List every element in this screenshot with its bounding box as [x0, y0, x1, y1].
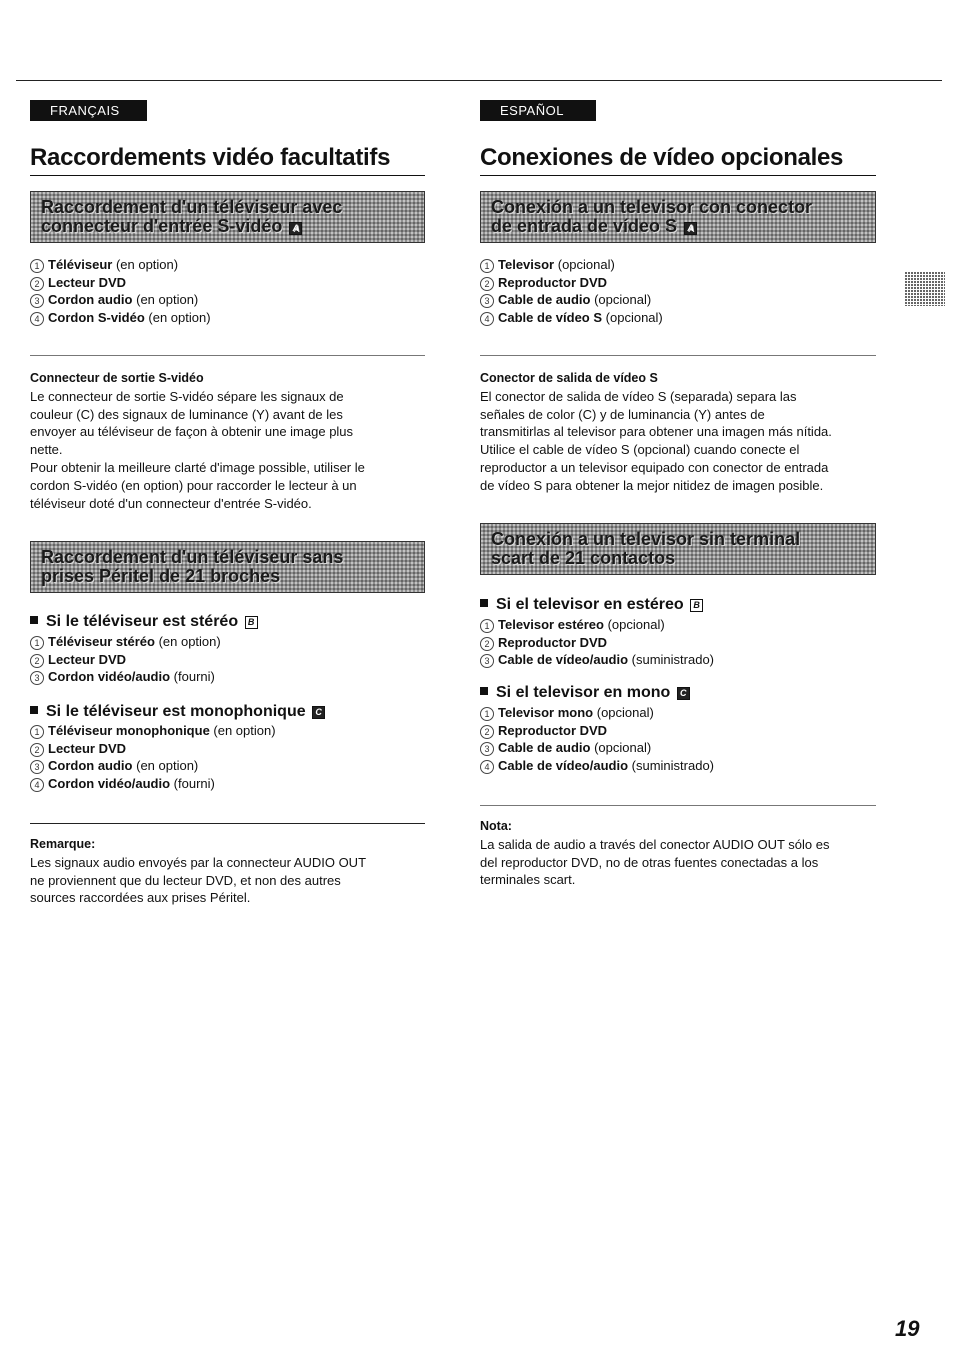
section-heading-line: prises Péritel de 21 broches: [41, 566, 281, 586]
list-item: [30, 740, 276, 758]
item-qualifier: (en option): [144, 310, 211, 326]
circled-number-icon: 3: [480, 742, 494, 756]
title-rule: [480, 175, 876, 176]
item-qualifier: (opcional): [593, 705, 654, 720]
item-qualifier: (fourni): [170, 669, 215, 685]
parts-list: [30, 633, 221, 686]
item-qualifier: (opcional): [602, 310, 663, 326]
connector-note-heading: Connecteur de sortie S-vidéo: [30, 371, 204, 385]
circled-number-icon: 2: [30, 277, 44, 291]
stereo-heading: Si el televisor en estéreo B: [480, 595, 703, 615]
list-item: [480, 256, 663, 274]
remark-heading: Remarque:: [30, 837, 96, 851]
circled-number-icon: 3: [480, 654, 494, 668]
item-name: Televisor: [498, 257, 555, 272]
list-item: [480, 634, 714, 652]
circled-number-icon: 1: [480, 259, 494, 273]
connector-note-body: [480, 388, 876, 495]
item-name: Téléviseur stéréo: [48, 634, 155, 649]
language-tab-spanish: ESPAÑOL: [480, 100, 596, 121]
page-number: 19: [895, 1316, 920, 1341]
remark-body: [30, 854, 425, 907]
figure-badge-c: C: [312, 706, 325, 719]
circled-number-icon: 1: [30, 259, 44, 273]
item-name: Cable de vídeo/audio: [498, 758, 629, 774]
mono-heading: Si el televisor en mono C: [480, 683, 690, 703]
item-name: Televisor estéreo: [498, 617, 604, 632]
connector-note: [480, 370, 876, 495]
text-line: sources raccordées aux prises Péritel.: [30, 890, 251, 906]
list-item: [480, 291, 663, 309]
circled-number-icon: 3: [30, 671, 44, 685]
connector-note-heading: Conector de salida de vídeo S: [480, 371, 658, 385]
circled-number-icon: 2: [30, 654, 44, 668]
text-line: del reproductor DVD, no de otras fuentes conectadas a los: [480, 854, 819, 870]
divider: [30, 355, 425, 356]
item-name: Cable de audio: [498, 740, 591, 756]
item-qualifier: (opcional): [603, 617, 665, 632]
remark-rule: [30, 823, 425, 824]
bullet-square-icon: [480, 599, 488, 607]
section-heading-line: connecteur d'entrée S-vidéo A: [41, 217, 414, 236]
section-heading-line: scart de 21 contactos: [491, 548, 676, 568]
list-item: [30, 668, 221, 686]
circled-number-icon: 3: [30, 760, 44, 774]
circled-number-icon: 2: [480, 637, 494, 651]
item-name: Cordon audio: [48, 292, 133, 308]
figure-badge-a: A: [684, 222, 697, 235]
section-heading-no-scart-tv: [480, 523, 876, 575]
bullet-square-icon: [30, 706, 38, 714]
list-item: [30, 309, 211, 327]
item-qualifier: (en option): [209, 723, 276, 738]
circled-number-icon: 3: [480, 294, 494, 308]
item-name: Téléviseur monophonique: [48, 723, 210, 738]
item-name: Lecteur DVD: [48, 274, 127, 290]
item-name: Cordon vidéo/audio: [48, 776, 171, 792]
mono-heading: Si le téléviseur est monophonique C: [30, 702, 325, 722]
bullet-square-icon: [480, 687, 488, 695]
text-line: Utilice el cable de vídeo S (opcional) cuando conecte el: [480, 442, 800, 458]
item-name: Cable de vídeo S: [498, 310, 603, 326]
parts-list: [480, 704, 714, 775]
circled-number-icon: 1: [30, 725, 44, 739]
remark-note: [30, 836, 425, 907]
circled-number-icon: 3: [30, 294, 44, 308]
section-heading-s-video-tv: [30, 191, 425, 243]
item-name: Lecteur DVD: [48, 740, 127, 756]
item-qualifier: (suministrado): [628, 652, 714, 668]
text-line: La salida de audio a través del conector AUDIO OUT sólo es: [480, 836, 830, 852]
circled-number-icon: 2: [30, 743, 44, 757]
section-heading-no-scart-tv: [30, 541, 425, 593]
text-line: téléviseur doté d'un connecteur d'entrée S-vidéo.: [30, 495, 312, 511]
list-item: [480, 651, 714, 669]
list-item: [480, 274, 663, 292]
list-item: [30, 291, 211, 309]
item-name: Televisor mono: [498, 705, 594, 720]
list-item: [30, 651, 221, 669]
item-qualifier: (opcional): [554, 257, 615, 272]
parts-list: [480, 616, 714, 669]
text-line: El conector de salida de vídeo S (separada) separa las: [480, 388, 797, 404]
connector-note-body: [30, 388, 425, 513]
list-item: [30, 274, 211, 292]
section-heading-line: de entrada de vídeo S A: [491, 217, 865, 236]
text-line: couleur (C) des signaux de luminance (Y) avant de les: [30, 406, 343, 422]
item-qualifier: (opcional): [590, 292, 652, 308]
parts-list: [480, 256, 663, 327]
item-name: Cordon S-vidéo: [48, 310, 145, 326]
figure-badge-a: A: [289, 222, 302, 235]
item-qualifier: (opcional): [590, 740, 652, 756]
list-item: [480, 309, 663, 327]
section-heading-line: Conexión a un televisor sin terminal: [491, 529, 801, 549]
text-line: envoyer au téléviseur de façon à obtenir une image plus: [30, 424, 354, 440]
text-line: nette.: [30, 442, 63, 458]
item-name: Reproductor DVD: [498, 274, 608, 290]
page-edge-tab-marker: [905, 272, 945, 306]
list-item: [480, 616, 714, 634]
text-line: transmitirlas al televisor para obtener una imagen más nítida.: [480, 424, 832, 440]
item-name: Téléviseur: [48, 257, 113, 272]
parts-list: [30, 256, 211, 327]
stereo-heading: Si le téléviseur est stéréo B: [30, 612, 258, 632]
remark-heading: Nota:: [480, 819, 512, 833]
remark-note: [480, 818, 876, 889]
text-line: reproductor a un televisor equipado con conector de entrada: [480, 459, 829, 475]
list-item: [30, 256, 211, 274]
item-name: Reproductor DVD: [498, 722, 608, 738]
figure-badge-b: B: [245, 616, 258, 629]
list-item: [30, 722, 276, 740]
parts-list: [30, 722, 276, 793]
remark-body: [480, 836, 876, 889]
section-heading-line: Raccordement d'un téléviseur avec: [41, 197, 343, 217]
text-line: de vídeo S para obtener la mejor nitidez de imagen posible.: [480, 477, 824, 493]
item-name: Cordon vidéo/audio: [48, 669, 171, 685]
circled-number-icon: 1: [480, 619, 494, 633]
list-item: [480, 704, 714, 722]
text-line: cordon S-vidéo (en option) pour raccorder le lecteur à un: [30, 477, 357, 493]
remark-rule: [480, 805, 876, 806]
item-name: Cable de audio: [498, 292, 591, 308]
list-item: [480, 757, 714, 775]
circled-number-icon: 1: [480, 707, 494, 721]
page-title-french: Raccordements vidéo facultatifs: [30, 144, 391, 171]
list-item: [480, 739, 714, 757]
circled-number-icon: 4: [480, 760, 494, 774]
text-line: Le connecteur de sortie S-vidéo sépare les signaux de: [30, 388, 344, 404]
item-qualifier: (en option): [132, 758, 199, 774]
text-line: ne proviennent que du lecteur DVD, et non des autres: [30, 872, 341, 888]
section-heading-line: Conexión a un televisor con conector: [491, 197, 813, 217]
circled-number-icon: 2: [480, 725, 494, 739]
list-item: [30, 757, 276, 775]
item-name: Cable de vídeo/audio: [498, 652, 629, 668]
text-line: Pour obtenir la meilleure clarté d'image possible, utiliser le: [30, 459, 365, 475]
circled-number-icon: 4: [30, 312, 44, 326]
item-qualifier: (en option): [154, 634, 221, 649]
connector-note: [30, 370, 425, 512]
figure-badge-c: C: [677, 687, 690, 700]
item-qualifier: (fourni): [170, 776, 215, 792]
section-heading-s-video-tv: [480, 191, 876, 243]
divider: [480, 355, 876, 356]
circled-number-icon: 4: [30, 778, 44, 792]
section-heading-line: Raccordement d'un téléviseur sans: [41, 547, 344, 567]
item-qualifier: (suministrado): [628, 758, 714, 774]
item-name: Reproductor DVD: [498, 634, 608, 650]
item-qualifier: (en option): [132, 292, 199, 308]
list-item: [30, 775, 276, 793]
list-item: [480, 722, 714, 740]
page-title-spanish: Conexiones de vídeo opcionales: [480, 144, 844, 171]
figure-badge-b: B: [690, 599, 703, 612]
title-rule: [30, 175, 425, 176]
language-tab-french: FRANÇAIS: [30, 100, 147, 121]
bullet-square-icon: [30, 616, 38, 624]
text-line: señales de color (C) y de luminancia (Y) antes de: [480, 406, 765, 422]
list-item: [30, 633, 221, 651]
top-rule: [16, 80, 942, 81]
text-line: terminales scart.: [480, 872, 576, 888]
text-line: Les signaux audio envoyés par la connecteur AUDIO OUT: [30, 854, 367, 870]
item-qualifier: (en option): [112, 257, 179, 272]
circled-number-icon: 4: [480, 312, 494, 326]
circled-number-icon: 2: [480, 277, 494, 291]
item-name: Lecteur DVD: [48, 651, 127, 667]
circled-number-icon: 1: [30, 636, 44, 650]
item-name: Cordon audio: [48, 758, 133, 774]
